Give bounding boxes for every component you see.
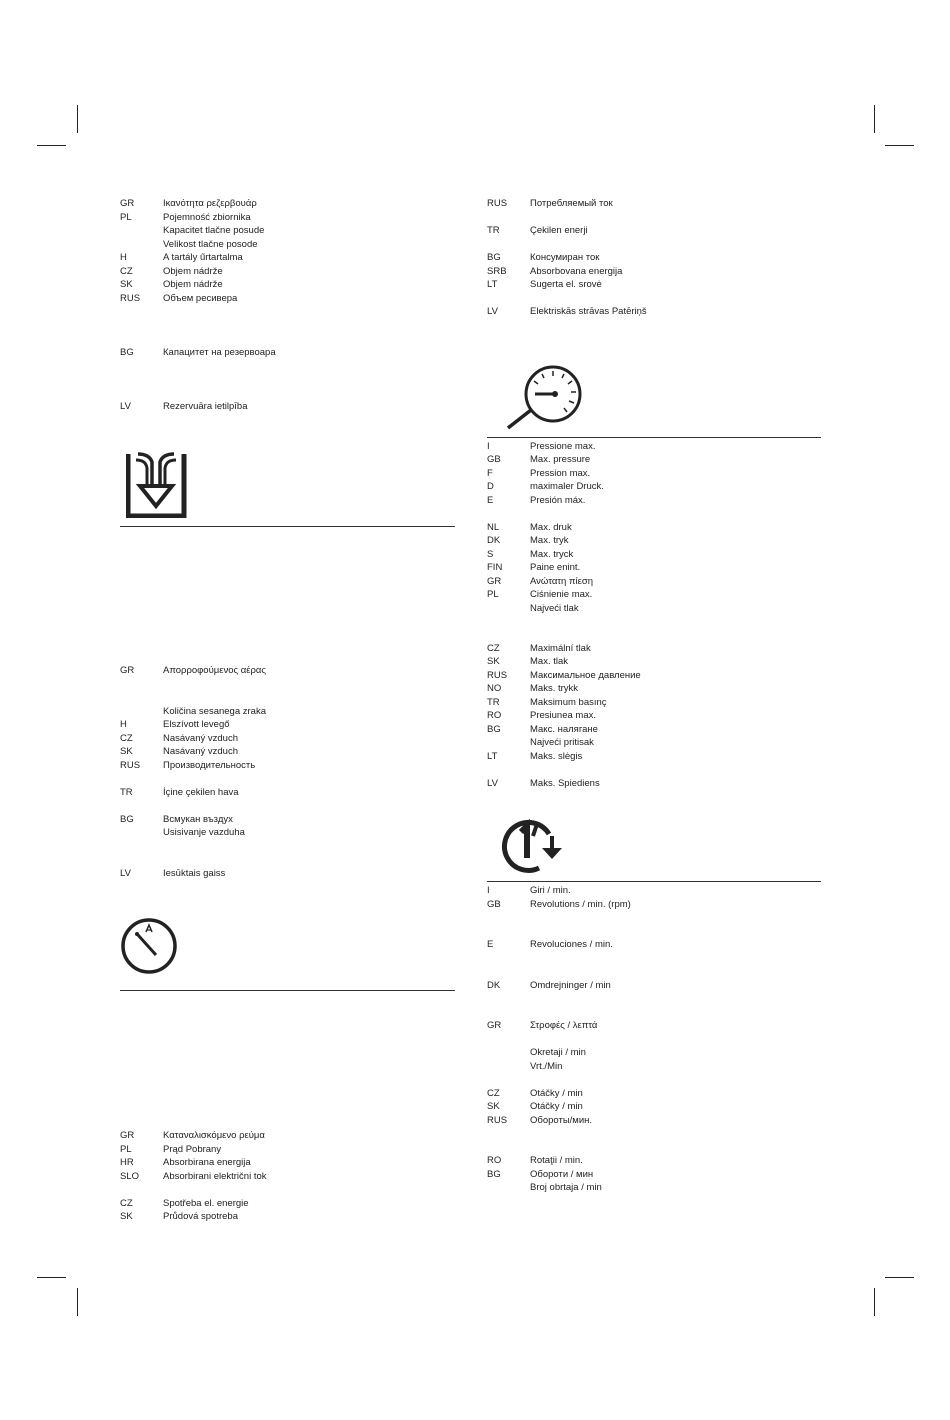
list-item <box>487 884 821 898</box>
translation: Макс. налягане <box>530 723 598 735</box>
language-code: RUS <box>120 759 141 771</box>
translation: Vrt./Min <box>530 1060 563 1072</box>
list-item <box>487 561 821 575</box>
crop-mark <box>77 105 78 133</box>
translation: Velikost tlačne posode <box>163 238 258 250</box>
translation: Presiunea max. <box>530 710 597 721</box>
translation: Στροφές / λεπτά <box>530 1020 598 1031</box>
list-item <box>487 750 821 764</box>
language-code: BG <box>487 723 501 735</box>
revolutions-section-header <box>487 812 821 881</box>
language-code: BG <box>487 252 501 263</box>
list-item <box>487 440 821 454</box>
pressure-gauge-icon <box>120 915 180 979</box>
language-code: SK <box>120 279 133 290</box>
right-column <box>487 197 821 1195</box>
current-list-continued <box>487 197 821 319</box>
language-code: FIN <box>487 562 503 573</box>
translation: Απορροφούμενος αέρας <box>163 665 266 676</box>
list-item <box>487 575 821 589</box>
language-code: F <box>487 467 493 479</box>
language-code: CZ <box>120 1197 133 1209</box>
translation: Objem nádrže <box>163 279 223 290</box>
list-item <box>487 494 821 508</box>
translation: Sugerta el. srovė <box>530 279 602 290</box>
translation: Nasávaný vzduch <box>163 746 238 757</box>
list-item <box>487 224 821 238</box>
translation: Объем ресивера <box>163 292 238 304</box>
max-pressure-list <box>487 440 821 791</box>
list-item <box>120 826 455 840</box>
translation: Iesūktais gaiss <box>163 867 226 879</box>
translation: Pressione max. <box>530 440 596 452</box>
list-item <box>120 346 455 360</box>
language-code: S <box>487 548 494 560</box>
max-pressure-gauge-icon <box>503 364 587 430</box>
list-item <box>120 1156 455 1170</box>
translation: Maks. trykk <box>530 683 579 694</box>
list-item <box>120 278 455 292</box>
list-item <box>487 467 821 481</box>
list-item <box>487 682 821 696</box>
list-item <box>487 979 821 993</box>
language-code: SK <box>120 1211 133 1222</box>
current-list <box>120 1129 455 1224</box>
language-code: CZ <box>120 265 133 277</box>
translation: Max. tryck <box>530 548 574 560</box>
language-code: H <box>120 719 127 730</box>
list-item <box>487 602 821 616</box>
language-code: NO <box>487 683 502 694</box>
language-code: BG <box>120 346 134 358</box>
air-intake-list <box>120 664 455 880</box>
translation: Absorbovana energija <box>530 265 623 277</box>
list-item <box>120 265 455 279</box>
translation: Maksimum basınç <box>530 696 607 708</box>
translation: Usisivanje vazduha <box>163 827 245 838</box>
tank-icon <box>126 450 190 518</box>
translation: Ικανότητα ρεζερβουάρ <box>163 198 257 209</box>
list-item <box>120 292 455 306</box>
tank-capacity-list <box>120 197 455 413</box>
language-code: DK <box>487 979 501 991</box>
list-item <box>487 696 821 710</box>
section-divider <box>487 437 821 438</box>
language-code: RUS <box>120 292 141 304</box>
translation: Revolutions / min. (rpm) <box>530 898 631 910</box>
translation: Prąd Pobrany <box>163 1143 222 1155</box>
language-code: LT <box>487 279 498 290</box>
translation: maximaler Druck. <box>530 481 604 492</box>
language-code: SK <box>487 656 500 667</box>
crop-mark <box>874 1288 875 1316</box>
list-item <box>487 480 821 494</box>
language-code: GB <box>487 454 501 465</box>
crop-mark <box>885 145 914 146</box>
list-item <box>120 238 455 252</box>
list-item <box>120 745 455 759</box>
translation: Kapacitet tlačne posude <box>163 225 265 236</box>
list-item <box>487 278 821 292</box>
list-item <box>487 898 821 912</box>
translation: Ciśnienie max. <box>530 589 593 600</box>
list-item <box>120 732 455 746</box>
language-code: RUS <box>487 1114 508 1126</box>
list-item <box>487 1181 821 1195</box>
list-item <box>487 453 821 467</box>
list-item <box>487 251 821 265</box>
translation: Otáčky / min <box>530 1087 583 1099</box>
list-item <box>487 669 821 683</box>
translation: Max. pressure <box>530 454 591 465</box>
language-code: GR <box>487 575 502 587</box>
list-item <box>120 813 455 827</box>
language-code: I <box>487 885 490 896</box>
section-divider <box>120 526 455 527</box>
left-column <box>120 197 455 1224</box>
list-item <box>120 867 455 881</box>
language-code: E <box>487 939 494 950</box>
list-item <box>487 1060 821 1074</box>
list-item <box>120 251 455 265</box>
translation: Broj obrtaja / min <box>530 1182 602 1193</box>
revolutions-icon <box>497 812 573 876</box>
language-code: TR <box>487 696 500 708</box>
list-item <box>487 1087 821 1101</box>
list-item <box>120 759 455 773</box>
list-item <box>120 1143 455 1157</box>
language-code: GB <box>487 898 501 910</box>
list-item <box>120 786 455 800</box>
language-code: TR <box>120 786 133 798</box>
translation: Absorbirana energija <box>163 1157 251 1168</box>
translation: Omdrejninger / min <box>530 979 611 991</box>
translation: Pojemność zbiornika <box>163 211 251 223</box>
language-code: GR <box>487 1020 502 1031</box>
list-item <box>487 588 821 602</box>
translation: Paine enint. <box>530 562 581 573</box>
list-item <box>120 400 455 414</box>
language-code: BG <box>120 813 134 825</box>
translation: Absorbirani električni tok <box>163 1170 267 1182</box>
language-code: SK <box>120 746 133 757</box>
translation: Καταναλισκόμενο ρεύμα <box>163 1130 265 1141</box>
translation: Revoluciones / min. <box>530 939 613 950</box>
list-item <box>487 723 821 737</box>
list-item <box>487 655 821 669</box>
translation: Objem nádrže <box>163 265 223 277</box>
language-code: CZ <box>120 732 133 744</box>
language-code: LV <box>487 777 498 789</box>
translation: Капацитет на резервоара <box>163 346 276 358</box>
revolutions-list <box>487 884 821 1195</box>
translation: Rotaţii / min. <box>530 1155 583 1166</box>
language-code: RUS <box>487 198 508 209</box>
list-item <box>120 197 455 211</box>
list-item <box>120 1210 455 1224</box>
translation: Količina sesanega zraka <box>163 705 266 717</box>
list-item <box>120 224 455 238</box>
crop-mark <box>885 1277 914 1278</box>
language-code: SLO <box>120 1170 140 1182</box>
language-code: PL <box>120 1143 132 1155</box>
language-code: E <box>487 494 494 506</box>
list-item <box>487 265 821 279</box>
translation: Çekilen enerji <box>530 225 588 236</box>
list-item <box>487 521 821 535</box>
translation: Производительность <box>163 759 256 771</box>
translation: Max. tryk <box>530 535 569 546</box>
language-code: SRB <box>487 265 507 277</box>
language-code: GR <box>120 1130 135 1141</box>
language-code: HR <box>120 1157 134 1168</box>
language-code: LV <box>120 867 131 879</box>
translation: Всмукан въздух <box>163 813 233 825</box>
list-item <box>120 718 455 732</box>
language-code: LT <box>487 750 498 762</box>
translation: Spotřeba el. energie <box>163 1197 249 1209</box>
list-item <box>487 548 821 562</box>
language-code: LV <box>120 400 131 412</box>
language-code: D <box>487 481 494 492</box>
list-item <box>487 534 821 548</box>
language-code: CZ <box>487 642 500 654</box>
max-pressure-section-header <box>487 364 821 437</box>
list-item <box>487 709 821 723</box>
list-item <box>120 1129 455 1143</box>
list-item <box>487 305 821 319</box>
language-code: GR <box>120 198 135 209</box>
language-code: H <box>120 252 127 263</box>
translation: Обороти / мин <box>530 1168 594 1180</box>
translation: Okretaji / min <box>530 1047 586 1058</box>
language-code: LV <box>487 306 498 317</box>
list-item <box>487 197 821 211</box>
language-code: BG <box>487 1168 501 1180</box>
list-item <box>487 1100 821 1114</box>
translation: Giri / min. <box>530 885 571 896</box>
list-item <box>487 938 821 952</box>
language-code: SK <box>487 1101 500 1112</box>
language-code: RO <box>487 1155 502 1166</box>
translation: Pression max. <box>530 467 591 479</box>
language-code: TR <box>487 225 500 236</box>
list-item <box>120 664 455 678</box>
crop-mark <box>77 1288 78 1316</box>
tank-section-header <box>120 450 455 526</box>
list-item <box>487 736 821 750</box>
translation: Rezervuāra ietilpība <box>163 400 248 412</box>
section-divider <box>120 990 455 991</box>
crop-mark <box>874 105 875 133</box>
translation: Elszívott levegő <box>163 719 230 730</box>
list-item <box>487 777 821 791</box>
language-code: PL <box>487 589 499 600</box>
translation: Max. druk <box>530 521 572 533</box>
translation: Najveći tlak <box>530 602 579 614</box>
translation: A tartály űrtartalma <box>163 252 243 263</box>
list-item <box>120 211 455 225</box>
list-item <box>120 1197 455 1211</box>
translation: Консумиран ток <box>530 252 600 263</box>
translation: Maks. Spiediens <box>530 777 600 789</box>
translation: Presión máx. <box>530 494 586 506</box>
translation: Maximální tlak <box>530 642 591 654</box>
translation: Nasávaný vzduch <box>163 732 238 744</box>
language-code: RO <box>487 710 502 721</box>
translation: Maks. slėgis <box>530 750 583 762</box>
language-code: I <box>487 440 490 452</box>
list-item <box>487 642 821 656</box>
language-code: PL <box>120 211 132 223</box>
translation: Najveći pritisak <box>530 737 594 748</box>
translation: Otáčky / min <box>530 1101 583 1112</box>
translation: İçine çekilen hava <box>163 786 239 798</box>
list-item <box>487 1154 821 1168</box>
crop-mark <box>37 145 66 146</box>
translation: Максимальное давление <box>530 669 641 681</box>
language-code: DK <box>487 535 501 546</box>
translation: Max. tlak <box>530 656 569 667</box>
language-code: RUS <box>487 669 508 681</box>
pressure-section-header <box>120 915 455 990</box>
translation: Ανώτατη πίεση <box>530 575 594 587</box>
language-code: GR <box>120 665 135 676</box>
translation: Průdová spotreba <box>163 1211 238 1222</box>
language-code: NL <box>487 521 500 533</box>
list-item <box>120 1170 455 1184</box>
section-divider <box>487 881 821 882</box>
translation: Обороты/мин. <box>530 1114 593 1126</box>
crop-mark <box>37 1277 66 1278</box>
list-item <box>487 1168 821 1182</box>
list-item <box>487 1046 821 1060</box>
language-code: CZ <box>487 1087 500 1099</box>
translation: Elektriskās strāvas Patēriņš <box>530 306 647 317</box>
list-item <box>487 1019 821 1033</box>
translation: Потребляемый ток <box>530 198 613 209</box>
list-item <box>120 705 455 719</box>
list-item <box>487 1114 821 1128</box>
